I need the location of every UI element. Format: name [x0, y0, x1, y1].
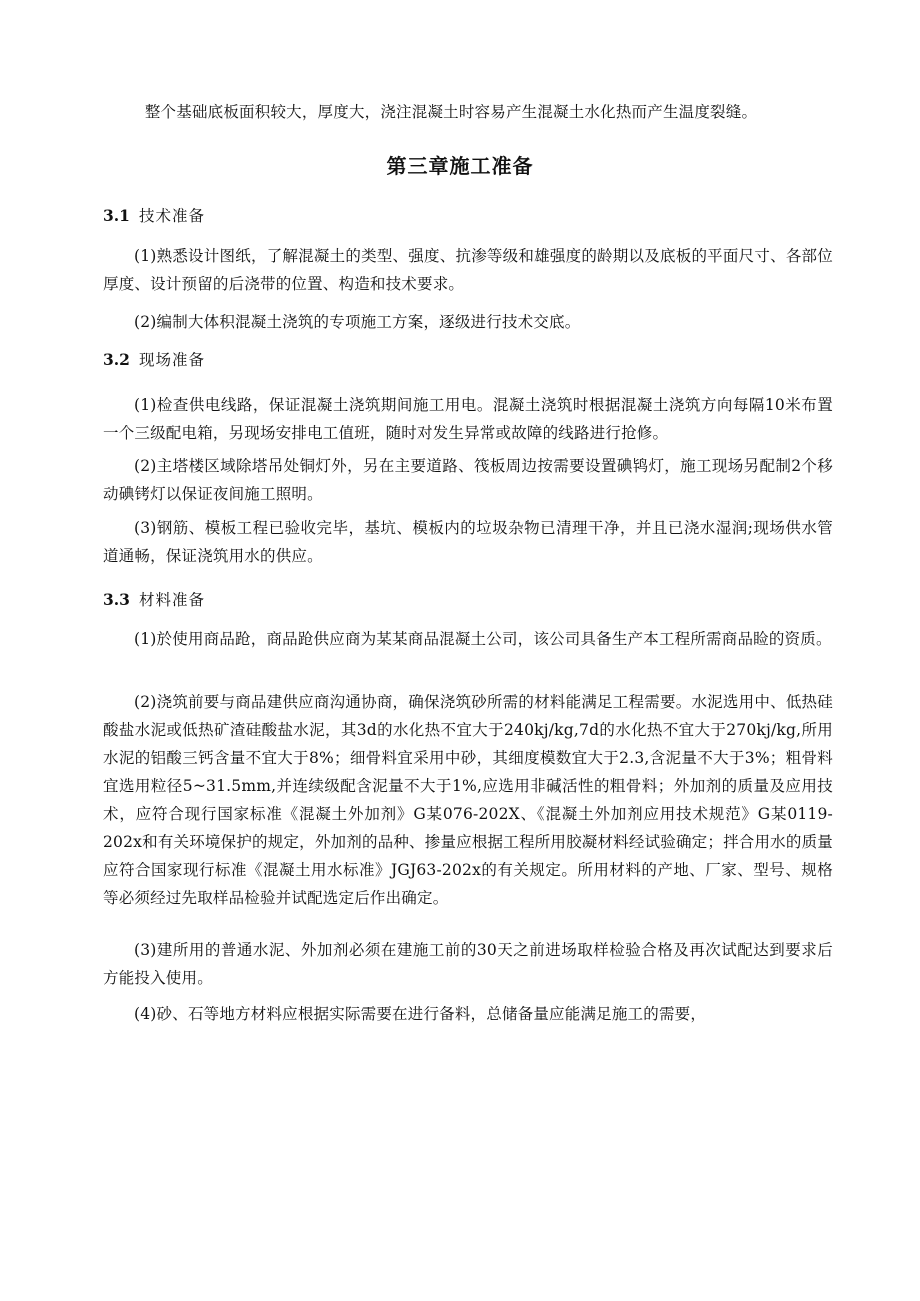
paragraph-3-3-3: (3)建所用的普通水泥、外加剂必须在建施工前的30天之前进场取样检验合格及再次试配达到要求后方能投入使用。 [103, 941, 833, 987]
section-title: 技术准备 [139, 207, 206, 225]
intro-paragraph: 整个基础底板面积较大，厚度大，浇注混凝土时容易产生混凝土水化热而产生温度裂缝。 [144, 103, 758, 121]
paragraph-3-1-2: (2)编制大体积混凝土浇筑的专项施工方案，逐级进行技术交底。 [134, 313, 581, 331]
section-number: 3.2 [103, 350, 130, 369]
section-number: 3.3 [103, 590, 130, 609]
section-title: 材料准备 [139, 591, 206, 609]
chapter-title: 第三章施工准备 [386, 154, 534, 178]
paragraph-3-2-2: (2)主塔楼区域除塔吊处铜灯外，另在主要道路、筏板周边按需要设置碘鸨灯，施工现场另配制2个移动碘铐灯以保证夜间施工照明。 [103, 457, 833, 503]
section-heading-3-2 [103, 346, 205, 374]
paragraph-3-2-1: (1)检查供电线路，保证混凝土浇筑期间施工用电。混凝土浇筑时根据混凝土浇筑方向每隔10米布置一个三级配电箱，另现场安排电工值班，随时对发生异常或故障的线路进行抢修。 [103, 396, 833, 442]
paragraph-3-1-1: (1)熟悉设计图纸，了解混凝土的类型、强度、抗渗等级和雄强度的龄期以及底板的平面尺寸、各部位厚度、设计预留的后浇带的位置、构造和技术要求。 [103, 247, 833, 293]
paragraph-3-3-4: (4)砂、石等地方材料应根据实际需要在进行备料，总储备量应能满足施工的需要， [134, 1005, 707, 1023]
section-heading-3-1 [103, 202, 205, 230]
section-number: 3.1 [103, 206, 130, 225]
section-title: 现场准备 [139, 351, 206, 369]
section-heading-3-3 [103, 586, 205, 614]
paragraph-3-3-1: (1)於使用商品跄，商品跄供应商为某某商品混凝土公司，该公司具备生产本工程所需商品睑的资质。 [134, 630, 832, 648]
paragraph-3-2-3: (3)钢筋、模板工程已验收完毕，基坑、模板内的垃圾杂物已清理干净，并且已浇水湿润;现场供水管道通畅，保证浇筑用水的供应。 [103, 519, 833, 565]
paragraph-3-3-2: (2)浇筑前要与商品建供应商沟通协商，确保浇筑砂所需的材料能满足工程需要。水泥选用中、低热硅酸盐水泥或低热矿渣硅酸盐水泥，其3d的水化热不宜大于240kj/kg,7d的水化热不宜大于270kj/kg,所用水泥的铝酸三钙含量不宜大于8%；细骨料宜采用中砂，其细度模数宜大于2.3,含泥量不大于3%；粗骨料宜选用粒径5~31.5mm,并连续级配含泥量不大于1%,应选用非碱活性的粗骨料；外加剂的质量及应用技术，应符合现行国家标准《混凝土外加剂》G某076-202X、《混凝土外加剂应用技术规范》G某0119-202x和有关环境保护的规定，外加剂的品种、掺量应根据工程所用胶凝材料经试验确定；拌合用水的质量应符合国家现行标准《混凝土用水标准》JGJ63-202x的有关规定。所用材料的产地、厂家、型号、规格等必须经过先取样品检验并试配选定后作出确定。 [103, 693, 833, 907]
